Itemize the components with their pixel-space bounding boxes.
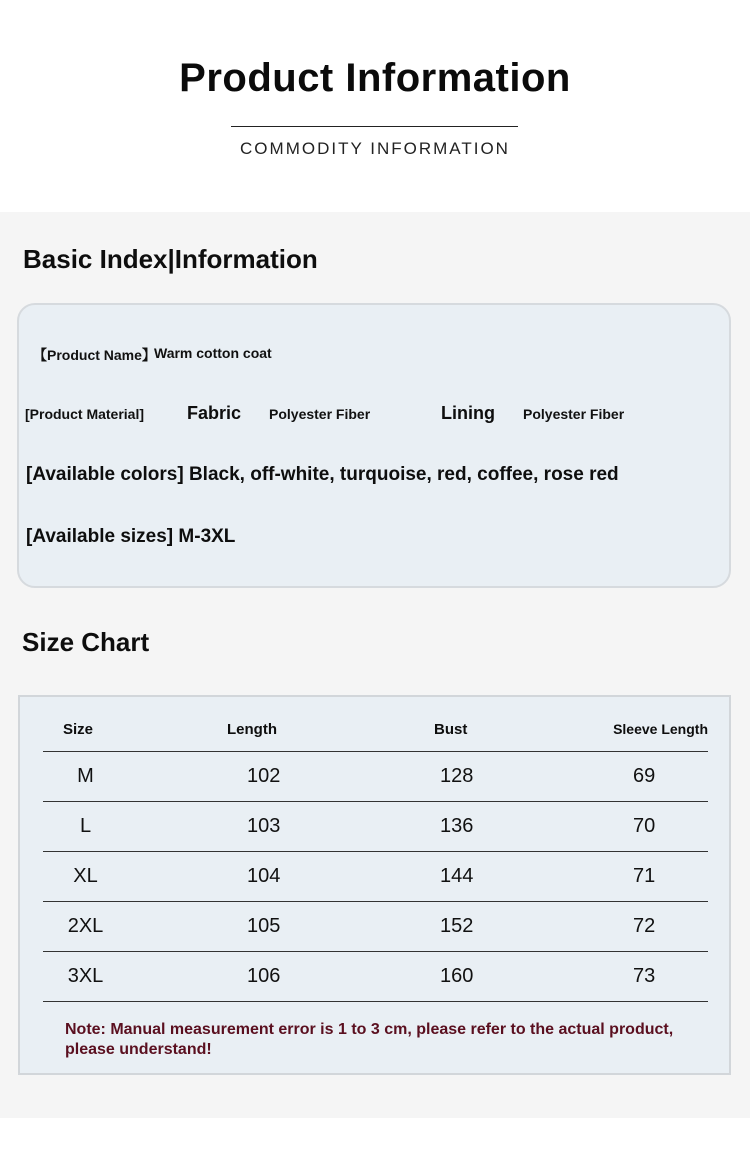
lining-label: Lining: [441, 403, 495, 423]
cell-size: 2XL: [43, 902, 128, 952]
fabric-value: Polyester Fiber: [269, 406, 371, 422]
cell-bust: 160: [398, 952, 518, 1002]
cell-sleeve: 73: [518, 952, 708, 1002]
cell-size: M: [43, 752, 128, 802]
measurement-note: Note: Manual measurement error is 1 to 3 cm, please refer to the actual product, please understand!: [65, 1021, 674, 1058]
page-subtitle: COMMODITY INFORMATION: [240, 139, 510, 158]
table-row: [43, 752, 708, 802]
size-chart-title: Size Chart: [22, 627, 150, 657]
size-table-header: [43, 707, 708, 752]
fabric-label: Fabric: [187, 403, 242, 423]
cell-length: 103: [128, 802, 398, 852]
header-sleeve-length: Sleeve Length: [518, 707, 708, 752]
cell-size: L: [43, 802, 128, 852]
table-row: [43, 802, 708, 852]
page-title: Product Information: [179, 56, 571, 100]
product-name-value: Warm cotton coat: [154, 345, 272, 361]
cell-bust: 144: [398, 852, 518, 902]
title-divider: [231, 126, 518, 127]
cell-bust: 136: [398, 802, 518, 852]
table-row: [43, 852, 708, 902]
basic-info-title: Basic Index|Information: [23, 244, 318, 274]
cell-length: 106: [128, 952, 398, 1002]
table-row: [43, 902, 708, 952]
page-header: [0, 0, 750, 212]
lining-value: Polyester Fiber: [523, 406, 625, 422]
cell-bust: 152: [398, 902, 518, 952]
cell-sleeve: 71: [518, 852, 708, 902]
product-name-label: 【Product Name】: [33, 347, 156, 363]
header-length: Length: [128, 707, 398, 752]
table-row: [43, 952, 708, 1002]
cell-length: 104: [128, 852, 398, 902]
cell-size: XL: [43, 852, 128, 902]
cell-length: 105: [128, 902, 398, 952]
header-bust: Bust: [398, 707, 518, 752]
available-sizes: [Available sizes] M-3XL: [26, 526, 236, 547]
cell-length: 102: [128, 752, 398, 802]
cell-sleeve: 70: [518, 802, 708, 852]
cell-sleeve: 69: [518, 752, 708, 802]
cell-size: 3XL: [43, 952, 128, 1002]
size-chart-panel: [18, 695, 731, 1075]
basic-info-panel: [17, 303, 731, 588]
cell-sleeve: 72: [518, 902, 708, 952]
size-table: [43, 707, 708, 1002]
header-size: Size: [43, 707, 128, 752]
available-colors: [Available colors] Black, off-white, turquoise, red, coffee, rose red: [26, 464, 619, 485]
cell-bust: 128: [398, 752, 518, 802]
product-material-label: [Product Material]: [25, 406, 145, 422]
